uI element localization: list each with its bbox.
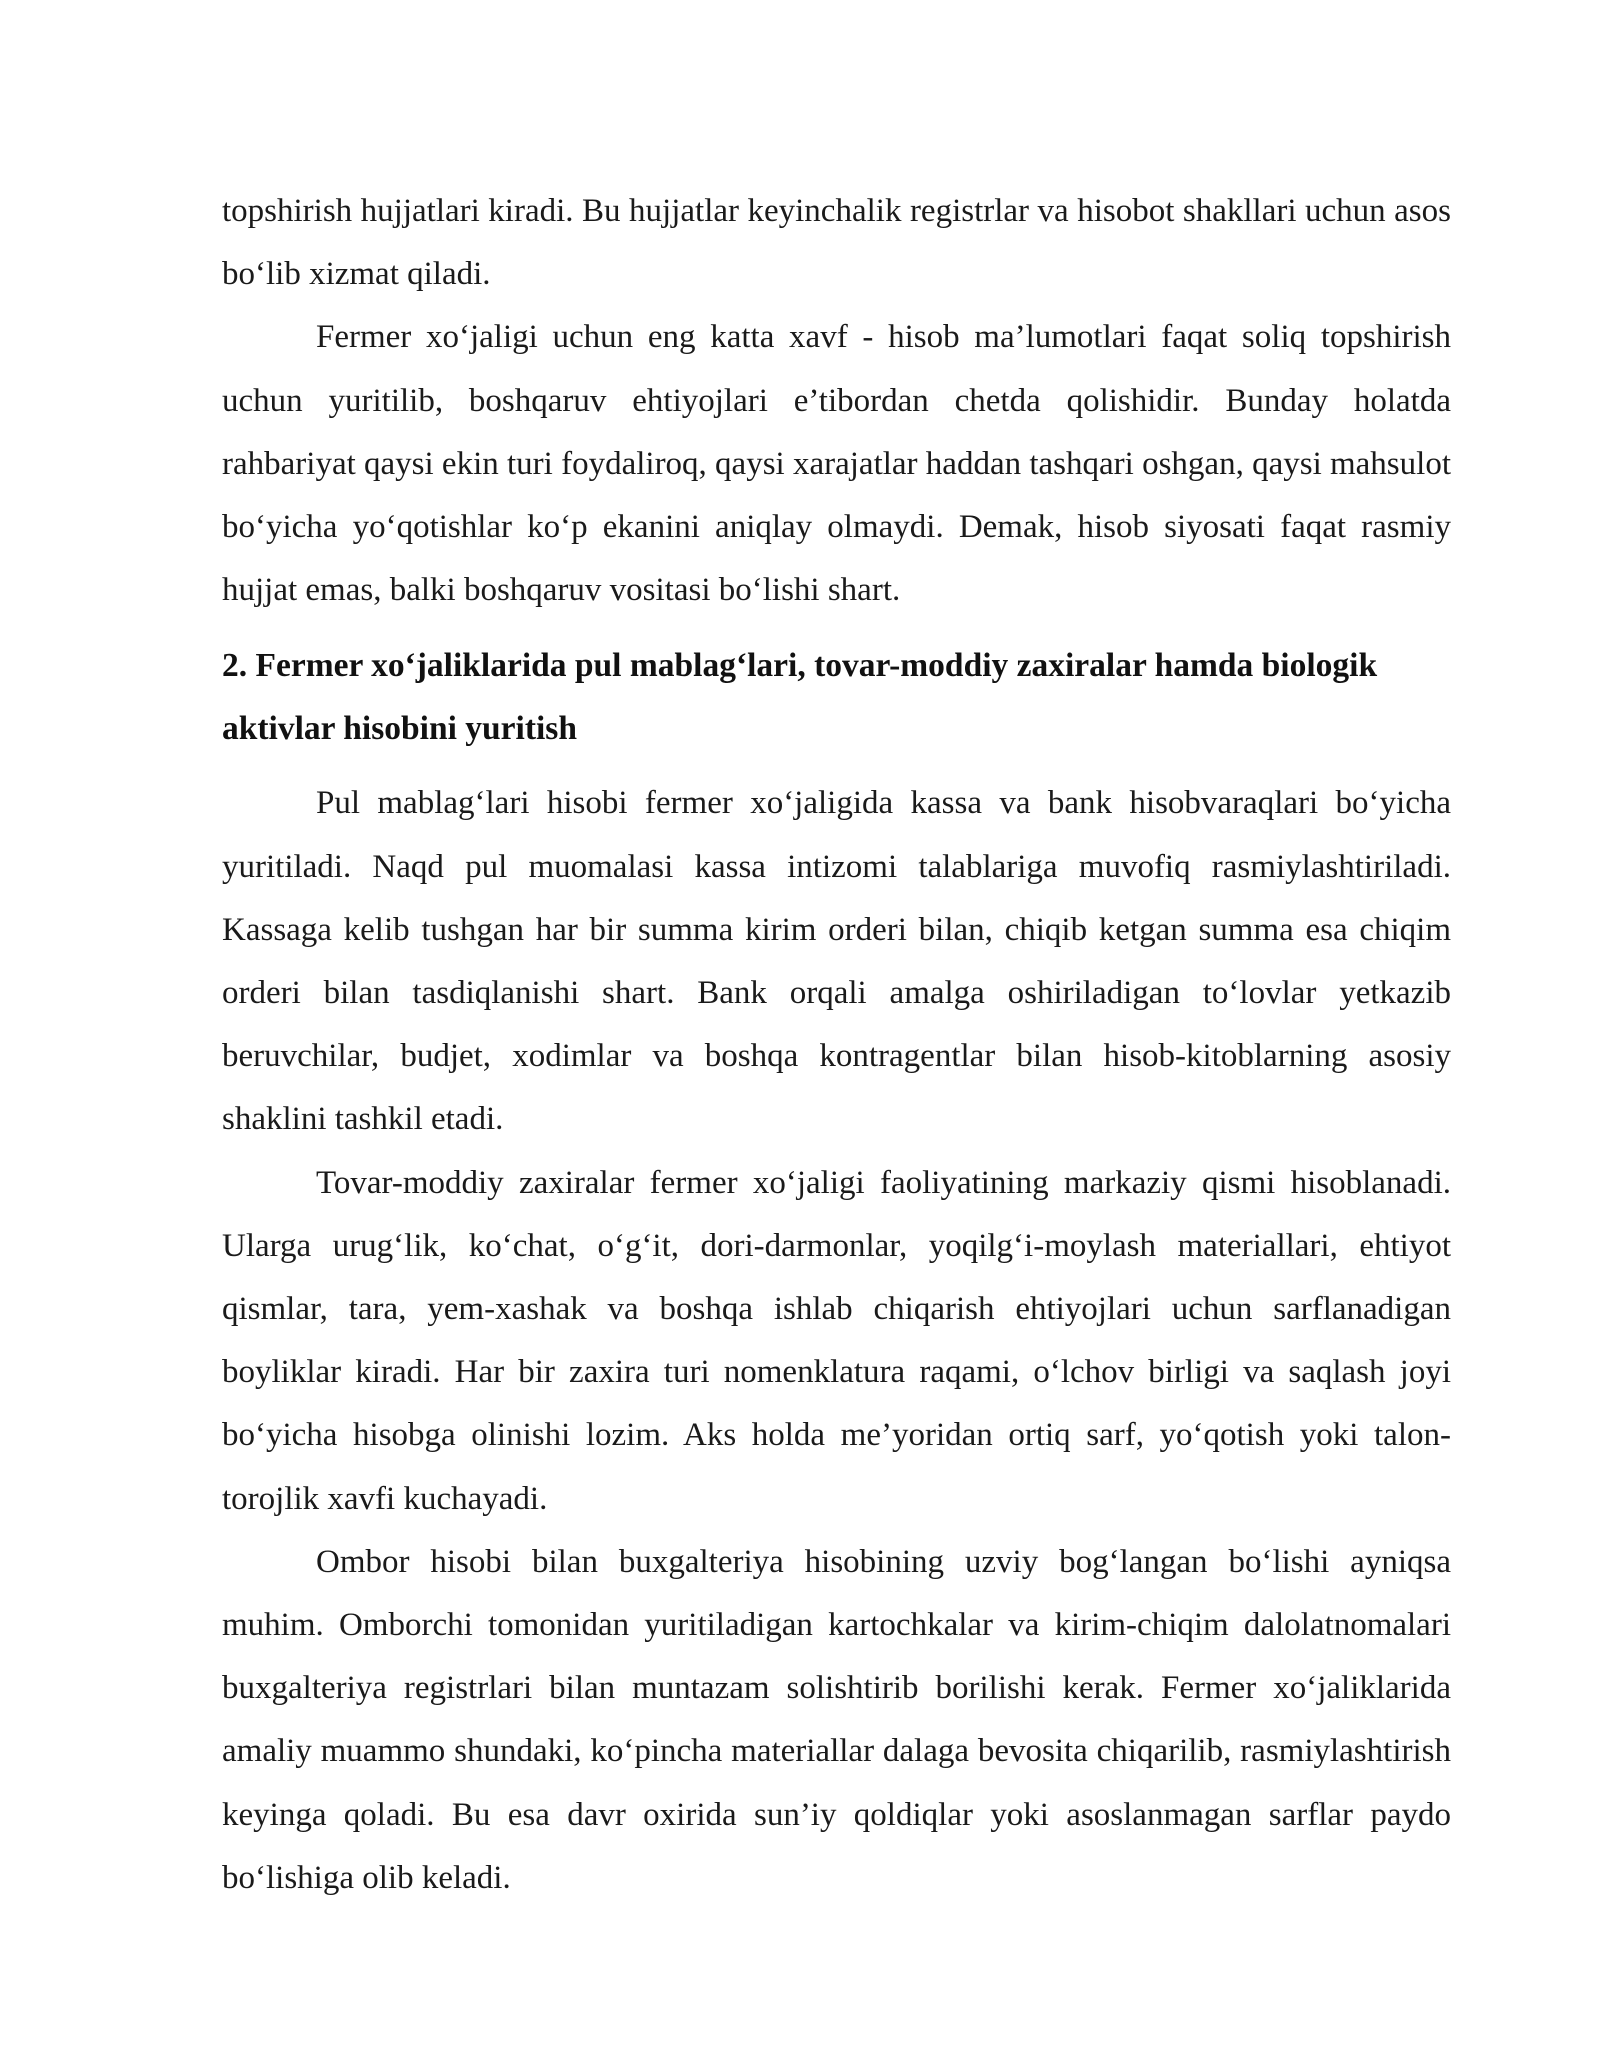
document-page	[222, 180, 1451, 1910]
paragraph-warehouse: Ombor hisobi bilan buxgalteriya hisobining uzviy bog‘langan bo‘lishi ayniqsa muhim. Omborchi tomonidan yuritiladigan kartochkalar va kirim-chiqim dalolatnomalari buxgalteriya registrlari bilan muntazam solishtirib borilishi kerak. Fermer xo‘jaliklarida amaliy muammo shundaki, ko‘pincha materiallar dalaga bevosita chiqarilib, rasmiylashtirish keyinga qoladi. Bu esa davr oxirida sun’iy qoldiqlar yoki asoslanmagan sarflar paydo bo‘lishiga olib keladi.	[222, 1543, 1451, 1896]
paragraph-risk: Fermer xo‘jaligi uchun eng katta xavf - hisob ma’lumotlari faqat soliq topshirish uchun yuritilib, boshqaruv ehtiyojlari e’tibordan chetda qolishidir. Bunday holatda rahbariyat qaysi ekin turi foydaliroq, qaysi xarajatlar haddan tashqari oshgan, qaysi mahsulot bo‘yicha yo‘qotishlar ko‘p ekanini aniqlay olmaydi. Demak, hisob siyosati faqat rasmiy hujjat emas, balki boshqaruv vositasi bo‘lishi shart.	[222, 319, 1451, 609]
paragraph-cash: Pul mablag‘lari hisobi fermer xo‘jaligida kassa va bank hisobvaraqlari bo‘yicha yuritiladi. Naqd pul muomalasi kassa intizomi talablariga muvofiq rasmiylashtiriladi. Kassaga kelib tushgan har bir summa kirim orderi bilan, chiqib ketgan summa esa chiqim orderi bilan tasdiqlanishi shart. Bank orqali amalga oshiriladigan to‘lovlar yetkazib beruvchilar, budjet, xodimlar va boshqa kontragentlar bilan hisob-kitoblarning asosiy shaklini tashkil etadi.	[222, 785, 1451, 1138]
paragraph-continuation: topshirish hujjatlari kiradi. Bu hujjatlar keyinchalik registrlar va hisobot shakllari uchun asos bo‘lib xizmat qiladi.	[222, 193, 1451, 293]
section-heading: 2. Fermer xo‘jaliklarida pul mablag‘lari, tovar-moddiy zaxiralar hamda biologik aktivlar hisobini yuritish	[222, 647, 1378, 748]
paragraph-inventory: Tovar-moddiy zaxiralar fermer xo‘jaligi faoliyatining markaziy qismi hisoblanadi. Ularga urug‘lik, ko‘chat, o‘g‘it, dori-darmonlar, yoqilg‘i-moylash materiallari, ehtiyot qismlar, tara, yem-xashak va boshqa ishlab chiqarish ehtiyojlari uchun sarflanadigan boyliklar kiradi. Har bir zaxira turi nomenklatura raqami, o‘lchov birligi va saqlash joyi bo‘yicha hisobga olinishi lozim. Aks holda me’yoridan ortiq sarf, yo‘qotish yoki talon-torojlik xavfi kuchayadi.	[222, 1164, 1451, 1517]
